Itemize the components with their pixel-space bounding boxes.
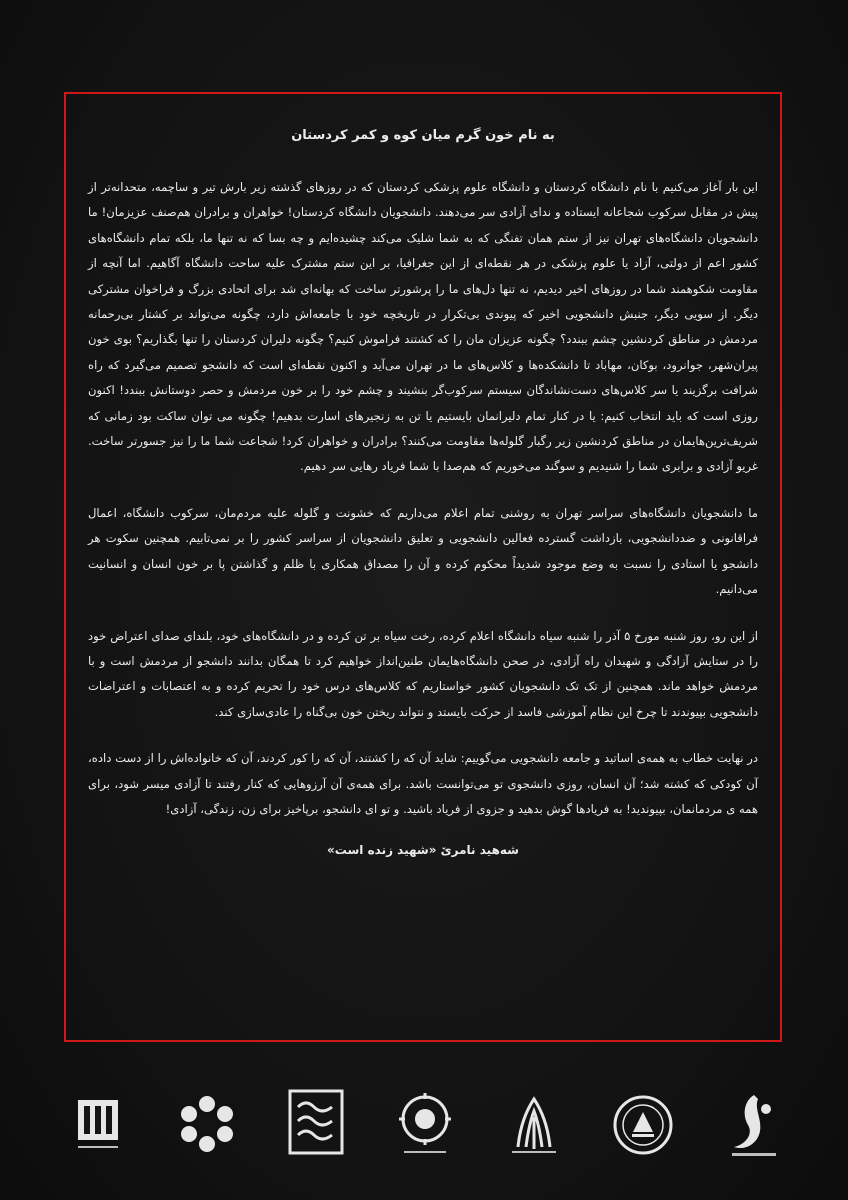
shahid-beheshti-logo — [278, 1085, 354, 1165]
signature-slogan: شه‌هید نامرێ «شهید زنده است» — [327, 843, 519, 858]
statement-title: به نام خون گرم میان کوه و کمر کردستان — [291, 128, 555, 143]
amirkabir-university-logo — [387, 1085, 463, 1165]
iran-medical-university-logo — [169, 1085, 245, 1165]
tarbiat-modares-logo — [496, 1085, 572, 1165]
paragraph-closing: در نهایت خطاب به همه‌ی اساتید و جامعه دانشجویی می‌گوییم: شاید آن که را کشتند، آن که را کور کردند، آن که خانواده‌اش را از دست داده، آن کودکی که کشته شد؛ آن انسان، روزی دانشجوی تو می‌توانست باشد. برای همه‌ی آن آرزوهایی که کنار رفتند تا آزادی میسر شود، برای همه ی مردمانمان، بپیوندید! به فریادها گوش بدهید و جزوی از فریاد باشید. و تو ای دانشجو، برپاخیز برای زن، زندگی، آزادی! — [88, 751, 758, 816]
alzahra-university-logo — [714, 1085, 790, 1165]
statement-body — [88, 128, 758, 857]
paragraph-kurdistan: این بار آغاز می‌کنیم با نام دانشگاه کردستان و دانشگاه علوم پزشکی کردستان که در روزهای گذشته زیر بارش تیر و ساچمه، متحدانه‌تر از پیش در مقابل سرکوب شجاعانه ایستاده و ندای آزادی سر می‌دهند. دانشجویان دانشگاه کردستان! خواهران و برادران هم‌صنف عزیزمان! ما دانشجویان دانشگاه‌های تهران نیز از ستم همان تفنگی که به شما شلیک می‌کند چشیده‌ایم و چه بسا که نه تنها ما، بلکه تمام دانشگاه‌های کشور اعم از دولتی، آزاد یا علوم پزشکی در هر نقطه‌ای از این جغرافیا، بر این ستم مشترک علیه ساحت دانشگاه آگاهیم. اما آنچه از مقاومت شکوهمند شما در روزهای اخیر دیدیم، نه تنها دل‌های ما را پرشورتر ساخت که بهانه‌ای شد برای اتحادی بزرگ و فراخوان مشترکی دیگر. از سویی دیگر، جنبش دانشجویی اخیر که پیوندی بی‌تکرار در تاریخچه خود با جامعه‌اش دارد، چگونه می‌تواند بر کشتار بی‌رحمانه مردمش در مناطق کردنشین چشم ببندد؟ چگونه عزیزان مان را که کشتند فراموش کنیم؟ چگونه دلیران کردستان را تنها بگذاریم؟ بوی خون پیران‌شهر، جوانرود، بوکان، مهاباد تا دانشکده‌ها و کلاس‌های ما در تهران می‌آید و اکنون نقطه‌ای است که دانشجو تصمیم می‌گیرد که راه شرافت برگزیند یا سر کلاس‌های دست‌نشاندگان سیستم سرکوب‌گر بنشیند و چشم خود را بر خون مردمش و حصر دوستانش ببندد! اکنون روزی است که باید انتخاب کنیم: یا در کنار تمام دلیرانمان بایستیم یا تن به زنجیرهای اسارت بدهیم! چگونه می توان ساکت بود زمانی که شریف‌ترین‌هایمان در مناطق کردنشین زیر رگبار گلوله‌ها مقاومت می‌کنند؟ برادران و خواهران کرد! شجاعت شما ما را نیز جسورتر ساخت. غریو آزادی و برابری شما را شنیدیم و سوگند می‌خوریم که هم‌صدا با شما فریاد رهایی سر دهیم. — [88, 180, 758, 474]
tehran-university-logo — [605, 1085, 681, 1165]
paragraph-black-saturday: از این رو، روز شنبه مورخ ۵ آذر را شنبه سیاه دانشگاه اعلام کرده، رخت سیاه بر تن کرده و در دانشگاه‌های خود، بلندای صدای اعتراض خود را در ستایش آزادگی و شهیدان راه آزادی، در صحن دانشگاه‌هایمان طنین‌انداز خواهیم کرد تا همگان بدانند دانشجو از مردمش است و با مردمش خواهد ماند. همچنین از تک تک دانشجویان کشور خواستاریم که کلاس‌های درس خود را تحریم کرده و به اعتصابات و اعتراضات دانشجویی بپیوندند تا چرخ این نظام آموزشی فاسد از حرکت بایستد و نتواند ریختن خون بی‌گناه را عادی‌سازی کند. — [88, 628, 758, 719]
paragraph-declaration: ما دانشجویان دانشگاه‌های سراسر تهران به روشنی تمام اعلام می‌داریم که خشونت و گلوله علیه مردم‌مان، سرکوب دانشگاه، اعمال فراقانونی و ضددانشجویی، بازداشت گسترده فعالین دانشجویی و تعلیق دانشجویان از سراسر کشور را بر نمی‌تابیم. همچنین سکوت هر دانشجو یا استادی را نسبت به وضع موجود شدیداً محکوم کرده و آن را مصداق همکاری با ظلم و گذاشتن پا بر خون انسان و انسانیت می‌دانیم. — [88, 505, 758, 597]
university-logos-row — [60, 1080, 790, 1170]
kharazmi-university-logo — [60, 1085, 136, 1165]
